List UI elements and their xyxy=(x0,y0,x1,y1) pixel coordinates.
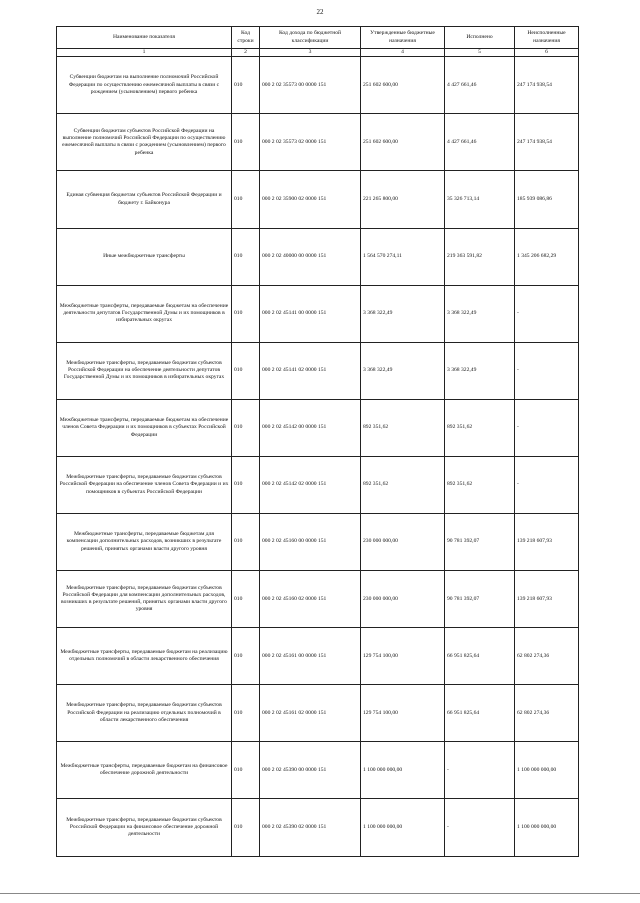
row-kbk: 000 2 02 45141 00 0000 151 xyxy=(260,285,361,342)
row-approved: 3 368 322,49 xyxy=(361,285,445,342)
row-approved: 3 368 322,49 xyxy=(361,342,445,399)
row-kbk: 000 2 02 45161 00 0000 151 xyxy=(260,628,361,685)
row-executed: 219 363 591,82 xyxy=(445,228,515,285)
header-code: Код строки xyxy=(232,27,260,49)
table-row xyxy=(57,571,579,628)
row-name: Межбюджетные трансферты, передаваемые бюджетам для компенсации дополнительных расходов, возникших в результате решений, принятых органами власти другого уровня xyxy=(57,514,232,571)
row-executed: 3 368 322,49 xyxy=(445,285,515,342)
row-approved: 1 564 570 274,11 xyxy=(361,228,445,285)
row-unexecuted: 185 939 086,86 xyxy=(515,171,579,228)
row-name: Субвенции бюджетам субъектов Российской Федерации на выполнение полномочий Российской Федерации по осуществлению ежемесячной выплаты в связи с рождением (усыновлением) первого ребенка xyxy=(57,114,232,171)
row-name: Межбюджетные трансферты, передаваемые бюджетам субъектов Российской Федерации на реализацию отдельных полномочий в области лекарственного обеспечения xyxy=(57,685,232,742)
row-code: 010 xyxy=(232,399,260,456)
row-name: Межбюджетные трансферты, передаваемые бюджетам на реализацию отдельных полномочий в области лекарственного обеспечения xyxy=(57,628,232,685)
row-approved: 230 000 000,00 xyxy=(361,571,445,628)
row-executed: 3 368 322,49 xyxy=(445,342,515,399)
row-executed: - xyxy=(445,742,515,799)
header-kbk: Код дохода по бюджетной классификации xyxy=(260,27,361,49)
row-approved: 251 602 600,00 xyxy=(361,114,445,171)
row-kbk: 000 2 02 40000 00 0000 151 xyxy=(260,228,361,285)
table-row xyxy=(57,456,579,513)
row-executed: 90 781 392,07 xyxy=(445,514,515,571)
row-kbk: 000 2 02 35900 02 0000 151 xyxy=(260,171,361,228)
row-name: Межбюджетные трансферты, передаваемые бюджетам субъектов Российской Федерации на финансовое обеспечение дорожной деятельности xyxy=(57,799,232,856)
table-row xyxy=(57,114,579,171)
table-row xyxy=(57,685,579,742)
table-row xyxy=(57,514,579,571)
row-kbk: 000 2 02 45142 00 0000 151 xyxy=(260,399,361,456)
row-unexecuted: 1 345 206 682,29 xyxy=(515,228,579,285)
table-row xyxy=(57,742,579,799)
column-number: 6 xyxy=(515,49,579,57)
row-approved: 230 000 000,00 xyxy=(361,514,445,571)
row-name: Межбюджетные трансферты, передаваемые бюджетам на обеспечение деятельности депутатов Государственной Думы и их помощников в избирательных округах xyxy=(57,285,232,342)
row-executed: 66 951 825,64 xyxy=(445,685,515,742)
row-name: Межбюджетные трансферты, передаваемые бюджетам субъектов Российской Федерации на обеспечение членов Совета Федерации и их помощников в субъектах Российской Федерации xyxy=(57,456,232,513)
row-kbk: 000 2 02 45160 02 0000 151 xyxy=(260,571,361,628)
row-code: 010 xyxy=(232,171,260,228)
page-number: 22 xyxy=(316,8,324,16)
row-approved: 221 265 800,00 xyxy=(361,171,445,228)
table-row xyxy=(57,285,579,342)
row-unexecuted: - xyxy=(515,285,579,342)
row-code: 010 xyxy=(232,742,260,799)
column-number: 3 xyxy=(260,49,361,57)
row-code: 010 xyxy=(232,456,260,513)
row-name: Межбюджетные трансферты, передаваемые бюджетам на финансовое обеспечение дорожной деятельности xyxy=(57,742,232,799)
header-name: Наименование показателя xyxy=(57,27,232,49)
row-code: 010 xyxy=(232,571,260,628)
row-unexecuted: - xyxy=(515,456,579,513)
row-unexecuted: 62 802 274,36 xyxy=(515,628,579,685)
row-executed: - xyxy=(445,799,515,856)
row-kbk: 000 2 02 35573 02 0000 151 xyxy=(260,114,361,171)
column-number-row xyxy=(57,49,579,57)
column-number: 4 xyxy=(361,49,445,57)
row-approved: 892 351,62 xyxy=(361,399,445,456)
row-unexecuted: 139 218 607,93 xyxy=(515,514,579,571)
row-kbk: 000 2 02 45142 02 0000 151 xyxy=(260,456,361,513)
header-approved: Утвержденные бюджетные назначения xyxy=(361,27,445,49)
row-unexecuted: 247 174 938,54 xyxy=(515,57,579,114)
header-unexecuted: Неисполненные назначения xyxy=(515,27,579,49)
table-row xyxy=(57,171,579,228)
row-executed: 4 427 661,46 xyxy=(445,57,515,114)
row-approved: 251 602 600,00 xyxy=(361,57,445,114)
table-row xyxy=(57,399,579,456)
table-row xyxy=(57,57,579,114)
row-name: Межбюджетные трансферты, передаваемые бюджетам на обеспечение членов Совета Федерации и их помощников в субъектах Российской Федерации xyxy=(57,399,232,456)
budget-execution-table xyxy=(56,26,579,857)
row-name: Межбюджетные трансферты, передаваемые бюджетам субъектов Российской Федерации на обеспечение деятельности депутатов Государственной Думы и их помощников в избирательных округах xyxy=(57,342,232,399)
row-approved: 892 351,62 xyxy=(361,456,445,513)
table-row xyxy=(57,799,579,856)
row-kbk: 000 2 02 45141 02 0000 151 xyxy=(260,342,361,399)
row-executed: 892 351,62 xyxy=(445,456,515,513)
page-bottom-rule xyxy=(0,893,640,894)
column-number: 2 xyxy=(232,49,260,57)
row-code: 010 xyxy=(232,628,260,685)
row-unexecuted: 139 218 607,93 xyxy=(515,571,579,628)
row-executed: 4 427 661,46 xyxy=(445,114,515,171)
row-code: 010 xyxy=(232,114,260,171)
table-header-row xyxy=(57,27,579,49)
row-name: Межбюджетные трансферты, передаваемые бюджетам субъектов Российской Федерации для компенсации дополнительных расходов, возникших в результате решений, принятых органами власти другого уровня xyxy=(57,571,232,628)
row-name: Единая субвенция бюджетам субъектов Российской Федерации и бюджету г. Байконура xyxy=(57,171,232,228)
row-approved: 129 754 100,00 xyxy=(361,628,445,685)
row-code: 010 xyxy=(232,342,260,399)
row-code: 010 xyxy=(232,685,260,742)
row-kbk: 000 2 02 45390 02 0000 151 xyxy=(260,799,361,856)
row-code: 010 xyxy=(232,799,260,856)
table-row xyxy=(57,228,579,285)
row-code: 010 xyxy=(232,285,260,342)
row-code: 010 xyxy=(232,514,260,571)
row-approved: 1 100 000 000,00 xyxy=(361,799,445,856)
row-unexecuted: 1 100 000 000,00 xyxy=(515,742,579,799)
table-row xyxy=(57,342,579,399)
row-kbk: 000 2 02 45161 02 0000 151 xyxy=(260,685,361,742)
row-code: 010 xyxy=(232,57,260,114)
row-approved: 1 100 000 000,00 xyxy=(361,742,445,799)
row-unexecuted: - xyxy=(515,399,579,456)
row-approved: 129 754 100,00 xyxy=(361,685,445,742)
row-unexecuted: 62 802 274,36 xyxy=(515,685,579,742)
row-kbk: 000 2 02 45390 00 0000 151 xyxy=(260,742,361,799)
column-number: 5 xyxy=(445,49,515,57)
row-code: 010 xyxy=(232,228,260,285)
row-executed: 90 781 392,07 xyxy=(445,571,515,628)
row-executed: 66 951 825,64 xyxy=(445,628,515,685)
header-executed: Исполнено xyxy=(445,27,515,49)
row-unexecuted: 247 174 938,54 xyxy=(515,114,579,171)
column-number: 1 xyxy=(57,49,232,57)
row-executed: 892 351,62 xyxy=(445,399,515,456)
table-body xyxy=(57,57,579,856)
row-unexecuted: - xyxy=(515,342,579,399)
row-executed: 35 326 713,14 xyxy=(445,171,515,228)
row-name: Субвенции бюджетам на выполнение полномочий Российской Федерации по осуществлению ежемесячной выплаты в связи с рождением (усыновлением) первого ребенка xyxy=(57,57,232,114)
row-kbk: 000 2 02 45160 00 0000 151 xyxy=(260,514,361,571)
table-row xyxy=(57,628,579,685)
row-kbk: 000 2 02 35573 00 0000 151 xyxy=(260,57,361,114)
row-unexecuted: 1 100 000 000,00 xyxy=(515,799,579,856)
row-name: Иные межбюджетные трансферты xyxy=(57,228,232,285)
